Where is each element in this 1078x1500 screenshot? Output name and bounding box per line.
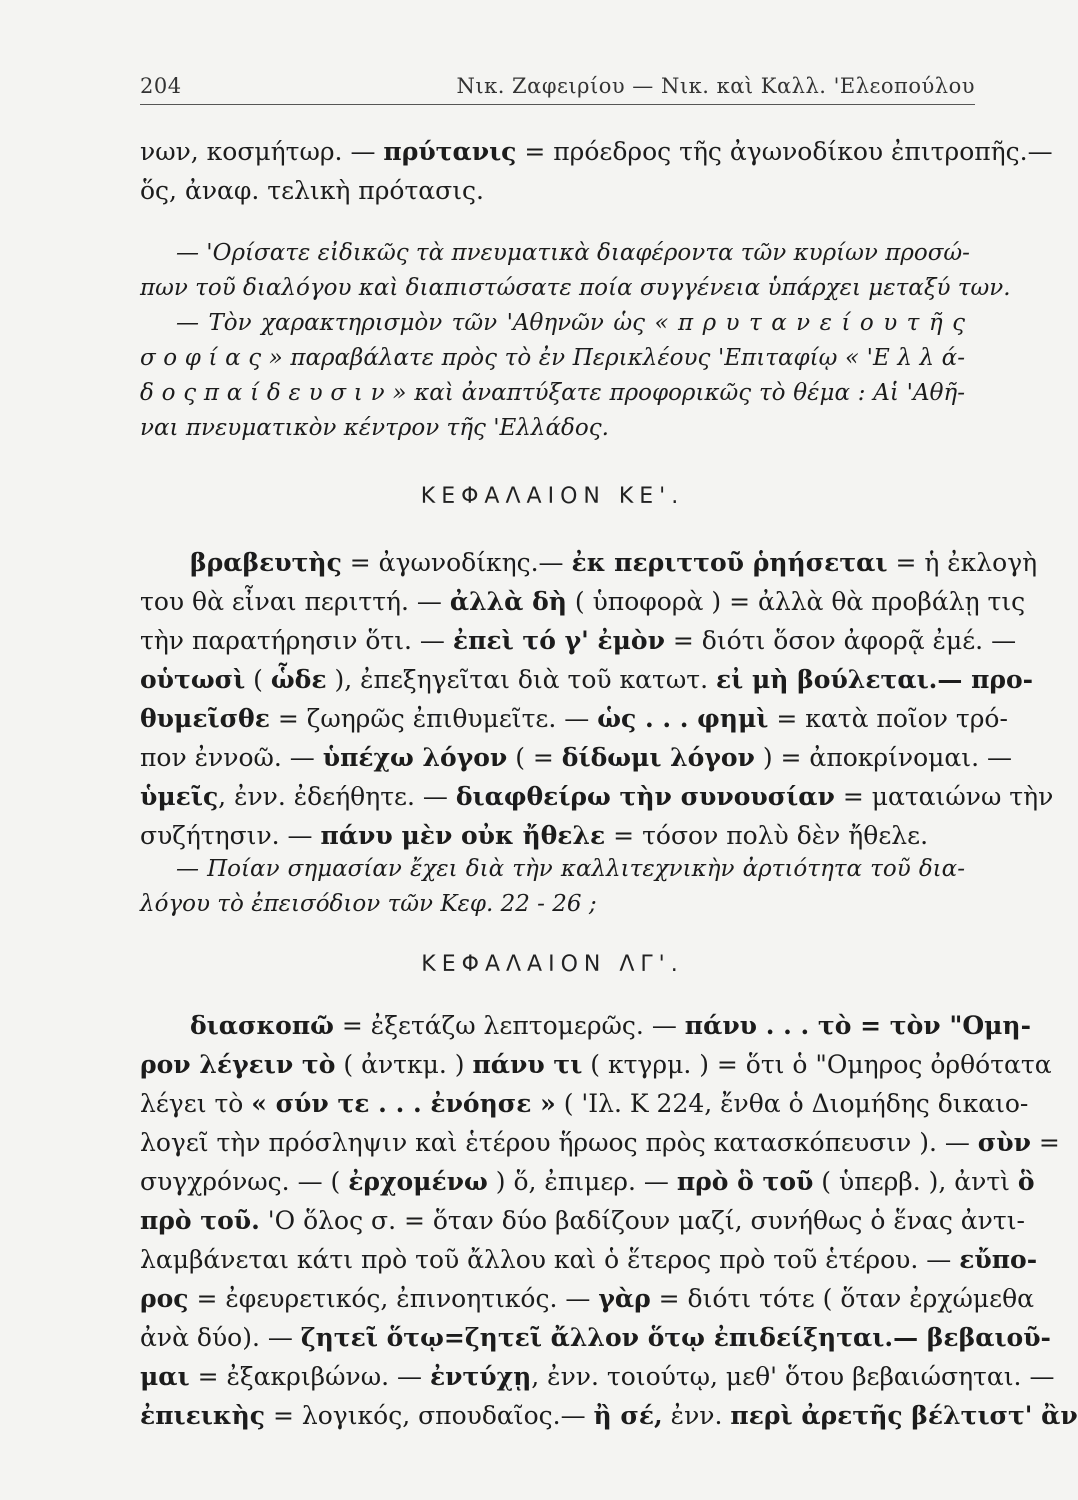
text-line: [140, 621, 1017, 660]
lemma-term: πάνυ . . . τὸ = τὸν "Ομη-: [684, 1011, 1031, 1040]
questions-block-2: [140, 852, 965, 922]
lemma-term: ζητεῖ ὅτῳ=ζητεῖ ἄλλον ὅτῳ ἐπιδείξηται.— βεβαιοῦ-: [300, 1323, 1051, 1352]
lemma-term: ὡς . . . φημὶ: [597, 704, 769, 733]
lemma-term: πάνυ μὲν οὐκ ἤθελε: [320, 821, 606, 850]
lemma-term: ἐπεὶ τό γ' ἐμὸν: [452, 626, 665, 655]
gloss-text: συζήτησιν. —: [140, 821, 321, 850]
text-line: [140, 1123, 1060, 1162]
lemma-term: δίδωμι λόγον: [561, 743, 755, 772]
lemma-term: ἐντύχῃ: [429, 1362, 532, 1391]
gloss-text: ) = ἀποκρίνομαι. —: [754, 743, 1012, 772]
text-line: [140, 1006, 1031, 1045]
lemma-term: μαι: [140, 1362, 190, 1391]
gloss-text: = ἡ ἐκλογὴ: [887, 548, 1038, 577]
text-line: [140, 1318, 1051, 1357]
text-line: [140, 660, 1034, 699]
question-line: — 'Ορίσατε εἰδικῶς τὰ πνευματικὰ διαφέροντα τῶν κυρίων προσώ-: [176, 240, 970, 266]
gloss-text: πον ἐννοῶ. —: [140, 743, 323, 772]
gloss-text: ἐνν.: [662, 1401, 731, 1430]
gloss-text: τὴν παρατήρησιν ὅτι. —: [140, 626, 453, 655]
glossary-block-3: [140, 1006, 1078, 1435]
gloss-text: = ζωηρῶς ἐπιθυμεῖτε. —: [269, 704, 598, 733]
gloss-text: λέγει τὸ: [140, 1089, 252, 1118]
lemma-term: θυμεῖσθε: [140, 704, 270, 733]
gloss-text: (: [245, 665, 271, 694]
lemma-term: εἰ μὴ βούλεται.— προ-: [715, 665, 1034, 694]
gloss-text: ( =: [507, 743, 562, 772]
page-number: 204: [140, 74, 182, 98]
gloss-text: , ἐνν. τοιούτῳ, μεθ' ὅτου βεβαιώσηται. —: [531, 1362, 1055, 1391]
text-line: [140, 132, 1053, 171]
text-line: [140, 1396, 1078, 1435]
gloss-text: =: [1030, 1128, 1060, 1157]
gloss-text: = λογικός, σπουδαῖος.—: [265, 1401, 594, 1430]
text-line: [140, 1357, 1055, 1396]
lemma-term: ἀλλὰ δὴ: [449, 587, 567, 616]
gloss-text: ( ὑποφορὰ ) = ἀλλὰ θὰ προβάλῃ τις: [566, 587, 1026, 616]
lemma-term: σὺν: [977, 1128, 1031, 1157]
lemma-term: διασκοπῶ: [190, 1011, 334, 1040]
text-line: [140, 582, 1026, 621]
questions-block-1: [140, 236, 1011, 446]
gloss-text: = τόσον πολὺ δὲν ἤθελε.: [605, 821, 929, 850]
gloss-text: λαμβάνεται κάτι πρὸ τοῦ ἄλλου καὶ ὁ ἕτερος πρὸ τοῦ ἑτέρου. —: [140, 1245, 960, 1274]
gloss-text: = ἐξετάζω λεπτομερῶς. —: [333, 1011, 685, 1040]
gloss-text: 'Ο ὅλος σ. = ὅταν δύο βαδίζουν μαζί, συνήθως ὁ ἕνας ἀντι-: [259, 1206, 1025, 1235]
chapter-heading-lg: ΚΕΦΑΛΑΙΟΝ ΛΓ'.: [421, 952, 684, 977]
gloss-text: λογεῖ τὴν πρόσληψιν καὶ ἑτέρου ἥρωος πρὸς κατασκόπευσιν ). —: [140, 1128, 978, 1157]
lemma-term: « σύν τε . . . ἐνόησε »: [251, 1089, 556, 1118]
lemma-term: ἐκ περιττοῦ ῥηήσεται: [571, 548, 888, 577]
lemma-term: ρος: [140, 1284, 189, 1313]
gloss-text: = ματαιώνω τὴν: [834, 782, 1054, 811]
text-line: [140, 777, 1054, 816]
text-line: [140, 1201, 1025, 1240]
gloss-text: ) ὅ, ἐπιμερ. —: [487, 1167, 677, 1196]
gloss-text: ( 'Ιλ. Κ 224, ἔνθα ὁ Διομήδης δικαιο-: [555, 1089, 1029, 1118]
lemma-term: πρύτανις: [383, 137, 517, 166]
gloss-text: = διότι ὅσον ἀφορᾷ ἐμέ. —: [664, 626, 1017, 655]
lemma-term: ἢ σέ,: [593, 1401, 663, 1430]
gloss-text: ( κτγρμ. ) = ὅτι ὁ "Ομηρος ὀρθότατα: [582, 1050, 1052, 1079]
question-line: σ ο φ ί α ς » παραβάλατε πρὸς τὸ ἐν Περικλέους 'Επιταφίῳ « 'Ε λ λ ά-: [140, 345, 965, 371]
gloss-text: ( ὑπερβ. ), ἀντὶ: [813, 1167, 1018, 1196]
question-line: πων τοῦ διαλόγου καὶ διαπιστώσατε ποία συγγένεια ὑπάρχει μεταξύ των.: [140, 275, 1011, 301]
text-line: [140, 699, 1008, 738]
lemma-term: εὔπο-: [959, 1245, 1038, 1274]
text-line: [140, 171, 965, 210]
text-line: [140, 1162, 1035, 1201]
gloss-text: ), ἐπεξηγεῖται διὰ τοῦ κατωτ.: [326, 665, 716, 694]
question-line: λόγου τὸ ἐπεισόδιον τῶν Κεφ. 22 - 26 ;: [140, 891, 597, 917]
text-line: [140, 1045, 1052, 1084]
running-title: Νικ. Ζαφειρίου — Νικ. καὶ Καλλ. 'Ελεοπούλου: [456, 74, 975, 98]
gloss-text: = ἐφευρετικός, ἐπινοητικός. —: [188, 1284, 599, 1313]
gloss-text: = διότι τότε ( ὅταν ἐρχώμεθα: [650, 1284, 1035, 1313]
question-line: — Τὸν χαρακτηρισμὸν τῶν 'Αθηνῶν ὡς « π ρ υ τ α ν ε ί ο υ τ ῆ ς: [176, 310, 965, 336]
lemma-term: γὰρ: [598, 1284, 651, 1313]
gloss-text: νων, κοσμήτωρ. —: [140, 137, 384, 166]
gloss-text: = ἀγωνοδίκης.—: [341, 548, 572, 577]
text-line: [140, 738, 1012, 777]
text-line: [140, 543, 1038, 582]
lemma-term: πρὸ τοῦ.: [140, 1206, 260, 1235]
gloss-text: ἀνὰ δύο). —: [140, 1323, 301, 1352]
chapter-heading-ke: ΚΕΦΑΛΑΙΟΝ ΚΕ'.: [420, 484, 685, 509]
text-line: [140, 1240, 1038, 1279]
gloss-text: ὅς, ἀναφ. τελικὴ πρότασις.: [140, 176, 484, 205]
lemma-term: ὃ: [1017, 1167, 1035, 1196]
lemma-term: διαφθείρω τὴν συνουσίαν: [455, 782, 835, 811]
gloss-text: ( ἀντκμ. ): [335, 1050, 473, 1079]
text-line: [140, 816, 965, 855]
lemma-term: ὑπέχω λόγον: [322, 743, 508, 772]
lemma-term: πάνυ τι: [472, 1050, 583, 1079]
glossary-block-2: [140, 543, 1054, 855]
gloss-text: = ἐξακριβώνω. —: [189, 1362, 430, 1391]
lemma-term: πρὸ ὃ τοῦ: [676, 1167, 814, 1196]
lemma-term: ὧδε: [270, 665, 327, 694]
gloss-text: = κατὰ ποῖον τρό-: [768, 704, 1008, 733]
question-line: — Ποίαν σημασίαν ἔχει διὰ τὴν καλλιτεχνικὴν ἀρτιότητα τοῦ δια-: [176, 856, 965, 882]
text-line: [140, 1084, 1029, 1123]
lemma-term: ρον λέγειν τὸ: [140, 1050, 336, 1079]
gloss-text: , ἐνν. ἐδεήθητε. —: [218, 782, 456, 811]
glossary-block-1: [140, 132, 1053, 210]
question-line: δ ο ς π α ί δ ε υ σ ι ν » καὶ ἀναπτύξατε προφορικῶς τὸ θέμα : Αἱ 'Αθῆ-: [140, 380, 965, 406]
lemma-term: περὶ ἀρετῆς βέλτιστ' ἂν: [730, 1401, 1078, 1430]
gloss-text: συγχρόνως. — (: [140, 1167, 349, 1196]
lemma-term: βραβευτὴς: [190, 548, 342, 577]
question-line: ναι πνευματικὸν κέντρον τῆς 'Ελλάδος.: [140, 415, 609, 441]
text-line: [140, 1279, 1035, 1318]
gloss-text: = πρόεδρος τῆς ἀγωνοδίκου ἐπιτροπῆς.—: [516, 137, 1053, 166]
lemma-term: ἐρχομένω: [348, 1167, 488, 1196]
lemma-term: ἐπιεικὴς: [140, 1401, 266, 1430]
running-header: [140, 70, 975, 105]
gloss-text: του θὰ εἶναι περιττή. —: [140, 587, 450, 616]
lemma-term: ὑμεῖς: [140, 782, 219, 811]
lemma-term: οὑτωσὶ: [140, 665, 246, 694]
